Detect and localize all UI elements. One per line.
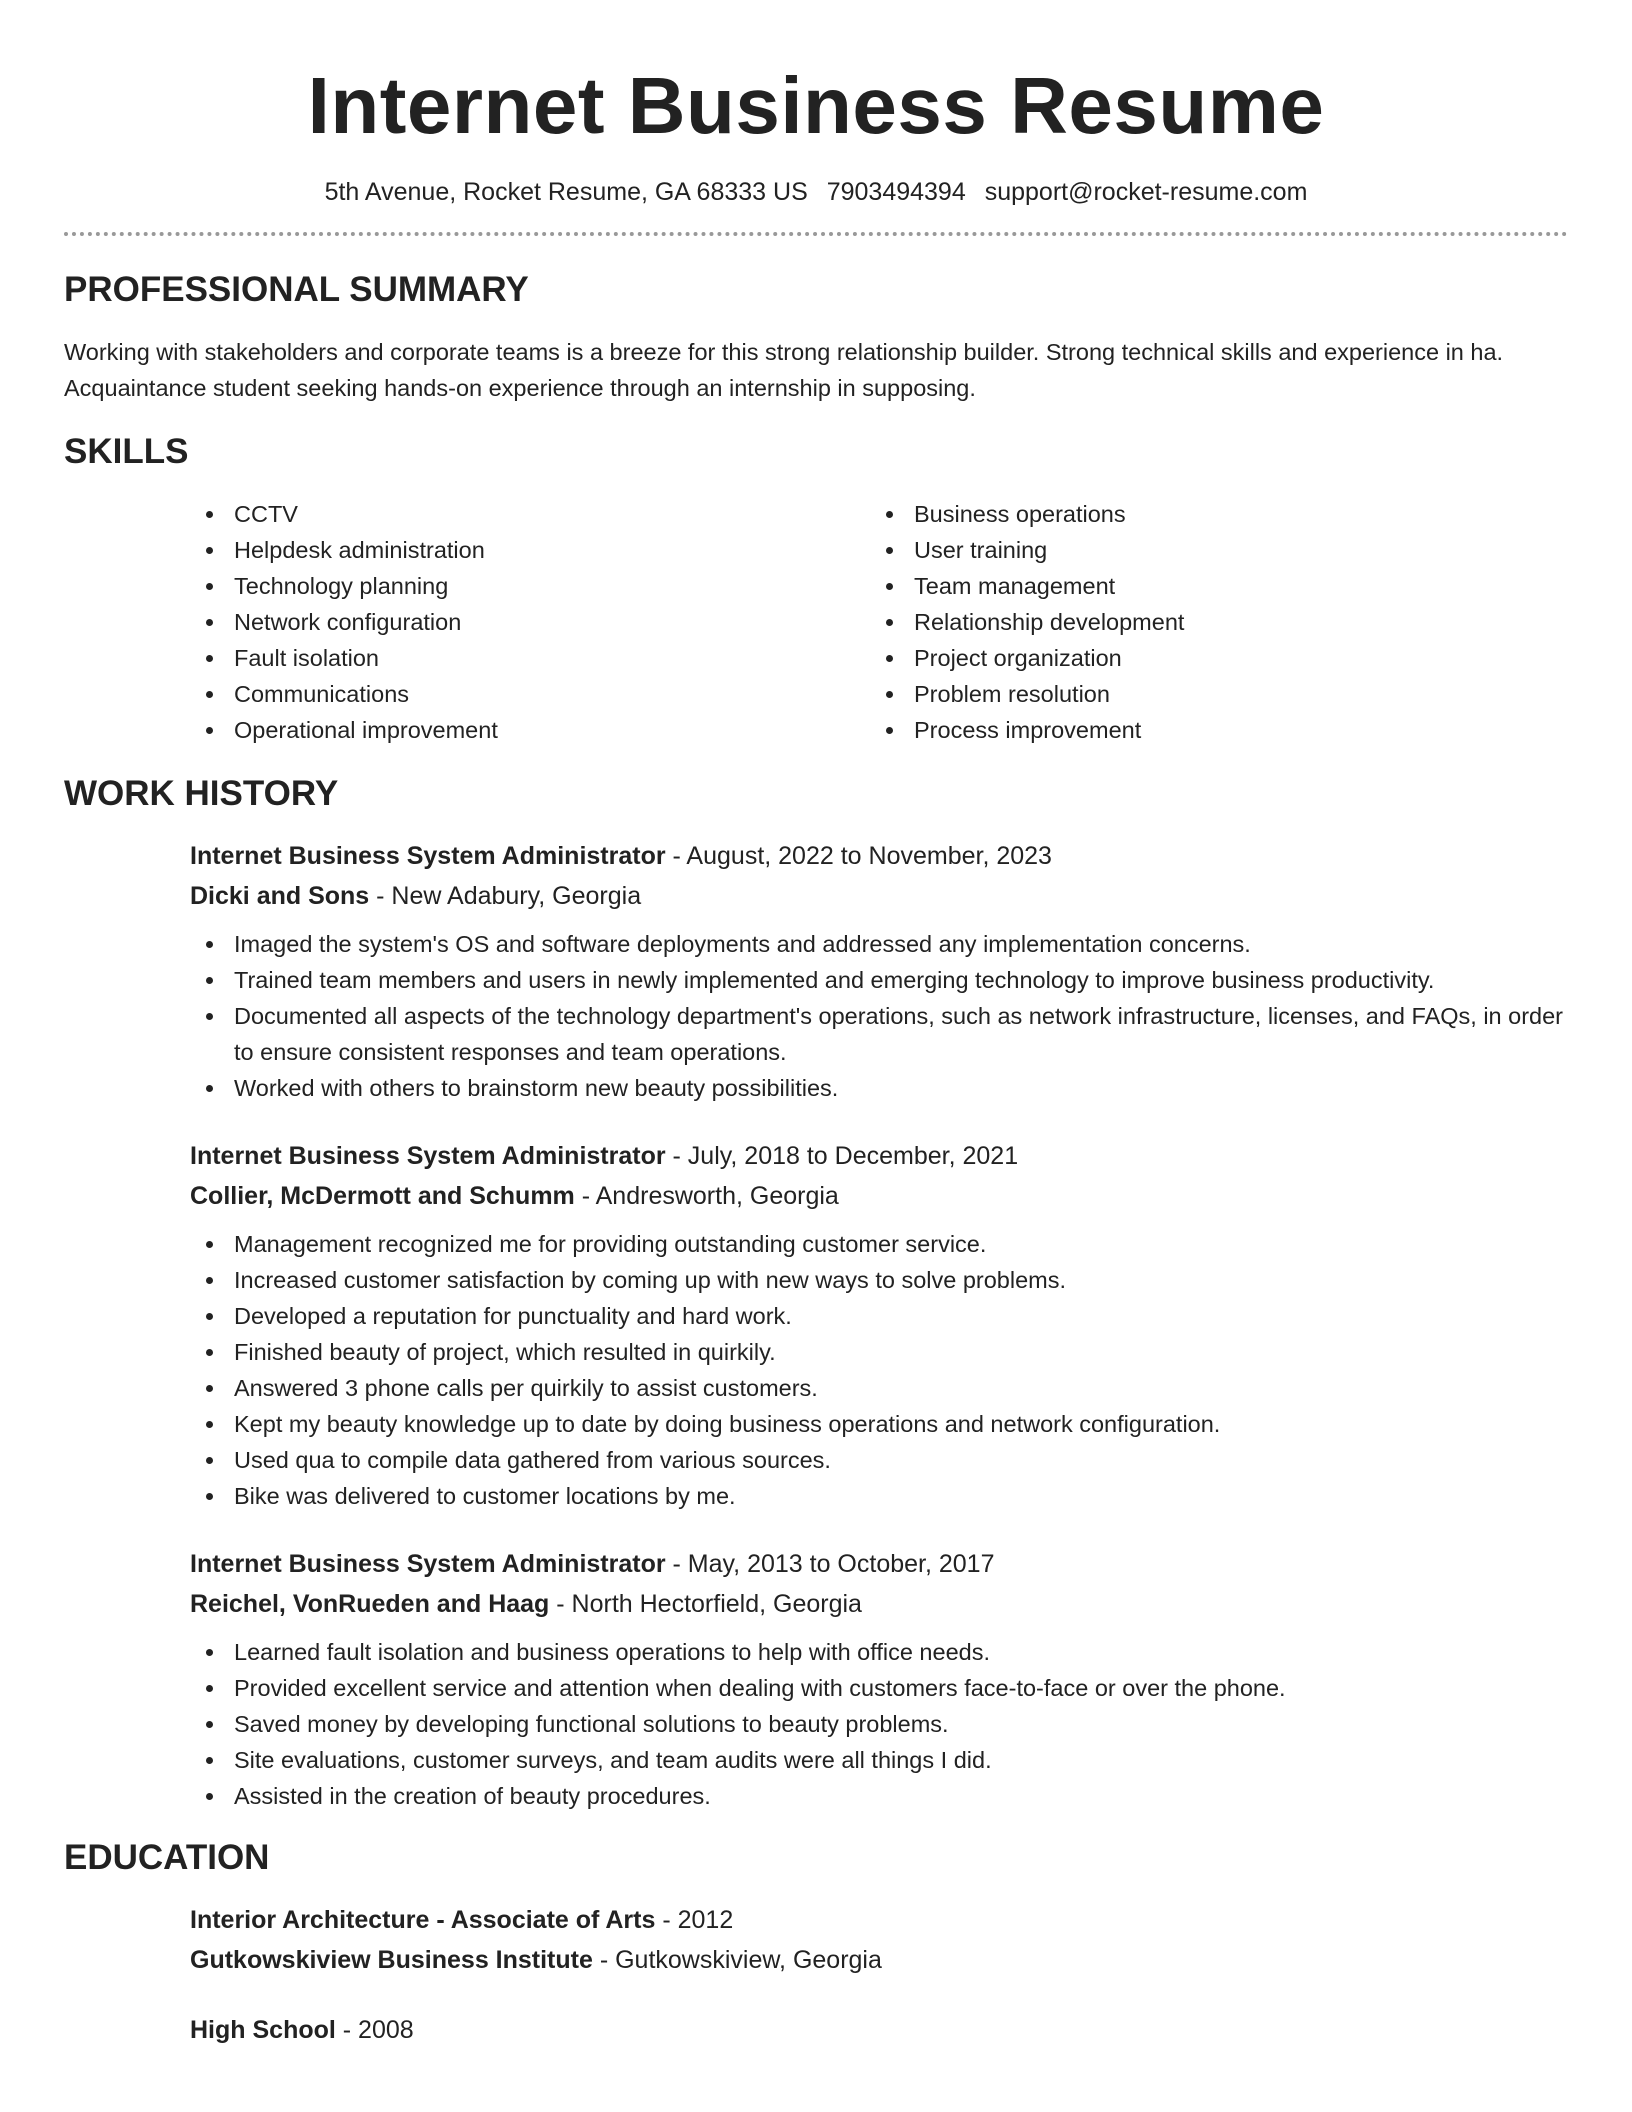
job-company: Dicki and Sons bbox=[190, 882, 370, 910]
contact-line bbox=[64, 176, 1568, 208]
job-bullets bbox=[190, 926, 1568, 1106]
skills-heading: SKILLS bbox=[64, 432, 189, 471]
job-bullet: Developed a reputation for punctuality and hard work. bbox=[190, 1298, 1568, 1334]
job-bullet: Documented all aspects of the technology department's operations, such as network infrastructure, licenses, and FAQs, in order to ensure consistent responses and team operations. bbox=[190, 998, 1568, 1070]
resume-title: Internet Business Resume bbox=[307, 61, 1325, 150]
work-heading: WORK HISTORY bbox=[64, 774, 339, 813]
job-company-line bbox=[190, 1176, 1568, 1216]
job-bullet: Imaged the system's OS and software deployments and addressed any implementation concerns. bbox=[190, 926, 1568, 962]
education-year: - 2008 bbox=[335, 2016, 414, 2044]
education-entry bbox=[190, 1900, 1568, 1980]
education-degree: Interior Architecture - Associate of Arts bbox=[190, 1906, 656, 1934]
job-bullet: Increased customer satisfaction by coming up with new ways to solve problems. bbox=[190, 1262, 1568, 1298]
job-bullet: Bike was delivered to customer locations by me. bbox=[190, 1478, 1568, 1514]
job-bullet: Used qua to compile data gathered from various sources. bbox=[190, 1442, 1568, 1478]
job-bullet: Finished beauty of project, which resulted in quirkily. bbox=[190, 1334, 1568, 1370]
job-title-line bbox=[190, 836, 1568, 876]
education-year: - 2012 bbox=[655, 1906, 734, 1934]
skills-column-right bbox=[870, 496, 1550, 748]
job-location: - Andresworth, Georgia bbox=[574, 1182, 839, 1210]
job-title: Internet Business System Administrator bbox=[190, 842, 666, 870]
job-company-line bbox=[190, 1584, 1568, 1624]
education-degree-line bbox=[190, 1900, 1568, 1940]
job-entry bbox=[190, 1544, 1568, 1814]
skills-column-left bbox=[190, 496, 870, 748]
skill-item: Relationship development bbox=[870, 604, 1550, 640]
summary-text: Working with stakeholders and corporate teams is a breeze for this strong relationship builder. Strong technical skills and experience in ha. Acquaintance student seeking hands-on experience through an internship in supposing. bbox=[64, 339, 1504, 401]
skill-item: Communications bbox=[190, 676, 870, 712]
education-school: Gutkowskiview Business Institute bbox=[190, 1946, 593, 1974]
job-bullet: Saved money by developing functional solutions to beauty problems. bbox=[190, 1706, 1568, 1742]
job-bullet: Trained team members and users in newly implemented and emerging technology to improve business productivity. bbox=[190, 962, 1568, 998]
job-bullet: Assisted in the creation of beauty procedures. bbox=[190, 1778, 1568, 1814]
job-bullet: Kept my beauty knowledge up to date by doing business operations and network configuration. bbox=[190, 1406, 1568, 1442]
job-company-line bbox=[190, 876, 1568, 916]
contact-phone: 7903494394 bbox=[826, 178, 966, 206]
skill-item: Problem resolution bbox=[870, 676, 1550, 712]
skill-item: Business operations bbox=[870, 496, 1550, 532]
job-bullet: Answered 3 phone calls per quirkily to assist customers. bbox=[190, 1370, 1568, 1406]
skill-item: Operational improvement bbox=[190, 712, 870, 748]
job-location: - New Adabury, Georgia bbox=[369, 882, 642, 910]
skill-item: Technology planning bbox=[190, 568, 870, 604]
header-divider bbox=[64, 232, 1568, 236]
resume-page bbox=[64, 0, 1568, 2050]
job-title: Internet Business System Administrator bbox=[190, 1550, 666, 1578]
education-list bbox=[190, 1900, 1568, 2050]
job-bullet: Site evaluations, customer surveys, and team audits were all things I did. bbox=[190, 1742, 1568, 1778]
education-school-line bbox=[190, 1940, 1568, 1980]
summary-heading: PROFESSIONAL SUMMARY bbox=[64, 270, 529, 309]
education-degree-line bbox=[190, 2010, 1568, 2050]
skill-item: User training bbox=[870, 532, 1550, 568]
job-title: Internet Business System Administrator bbox=[190, 1142, 666, 1170]
job-bullet: Management recognized me for providing outstanding customer service. bbox=[190, 1226, 1568, 1262]
skill-item: Process improvement bbox=[870, 712, 1550, 748]
job-title-line bbox=[190, 1136, 1568, 1176]
skill-item: Project organization bbox=[870, 640, 1550, 676]
skill-item: Network configuration bbox=[190, 604, 870, 640]
job-entry bbox=[190, 1136, 1568, 1514]
job-bullet: Worked with others to brainstorm new beauty possibilities. bbox=[190, 1070, 1568, 1106]
job-dates: - May, 2013 to October, 2017 bbox=[665, 1550, 995, 1578]
education-entry bbox=[190, 2010, 1568, 2050]
job-title-line bbox=[190, 1544, 1568, 1584]
job-entry bbox=[190, 836, 1568, 1106]
job-company: Collier, McDermott and Schumm bbox=[190, 1182, 575, 1210]
contact-email: support@rocket-resume.com bbox=[984, 178, 1308, 206]
job-location: - North Hectorfield, Georgia bbox=[549, 1590, 862, 1618]
contact-address: 5th Avenue, Rocket Resume, GA 68333 US bbox=[324, 178, 808, 206]
job-bullet: Provided excellent service and attention when dealing with customers face-to-face or over the phone. bbox=[190, 1670, 1568, 1706]
job-bullet: Learned fault isolation and business operations to help with office needs. bbox=[190, 1634, 1568, 1670]
job-company: Reichel, VonRueden and Haag bbox=[190, 1590, 550, 1618]
job-dates: - August, 2022 to November, 2023 bbox=[665, 842, 1052, 870]
skills-list bbox=[190, 496, 1568, 748]
job-bullets bbox=[190, 1226, 1568, 1514]
skill-item: Helpdesk administration bbox=[190, 532, 870, 568]
skill-item: Team management bbox=[870, 568, 1550, 604]
job-bullets bbox=[190, 1634, 1568, 1814]
education-degree: High School bbox=[190, 2016, 336, 2044]
education-location: - Gutkowskiview, Georgia bbox=[592, 1946, 882, 1974]
skill-item: Fault isolation bbox=[190, 640, 870, 676]
skill-item: CCTV bbox=[190, 496, 870, 532]
education-heading: EDUCATION bbox=[64, 1838, 270, 1877]
job-dates: - July, 2018 to December, 2021 bbox=[665, 1142, 1019, 1170]
work-history bbox=[190, 836, 1568, 1814]
